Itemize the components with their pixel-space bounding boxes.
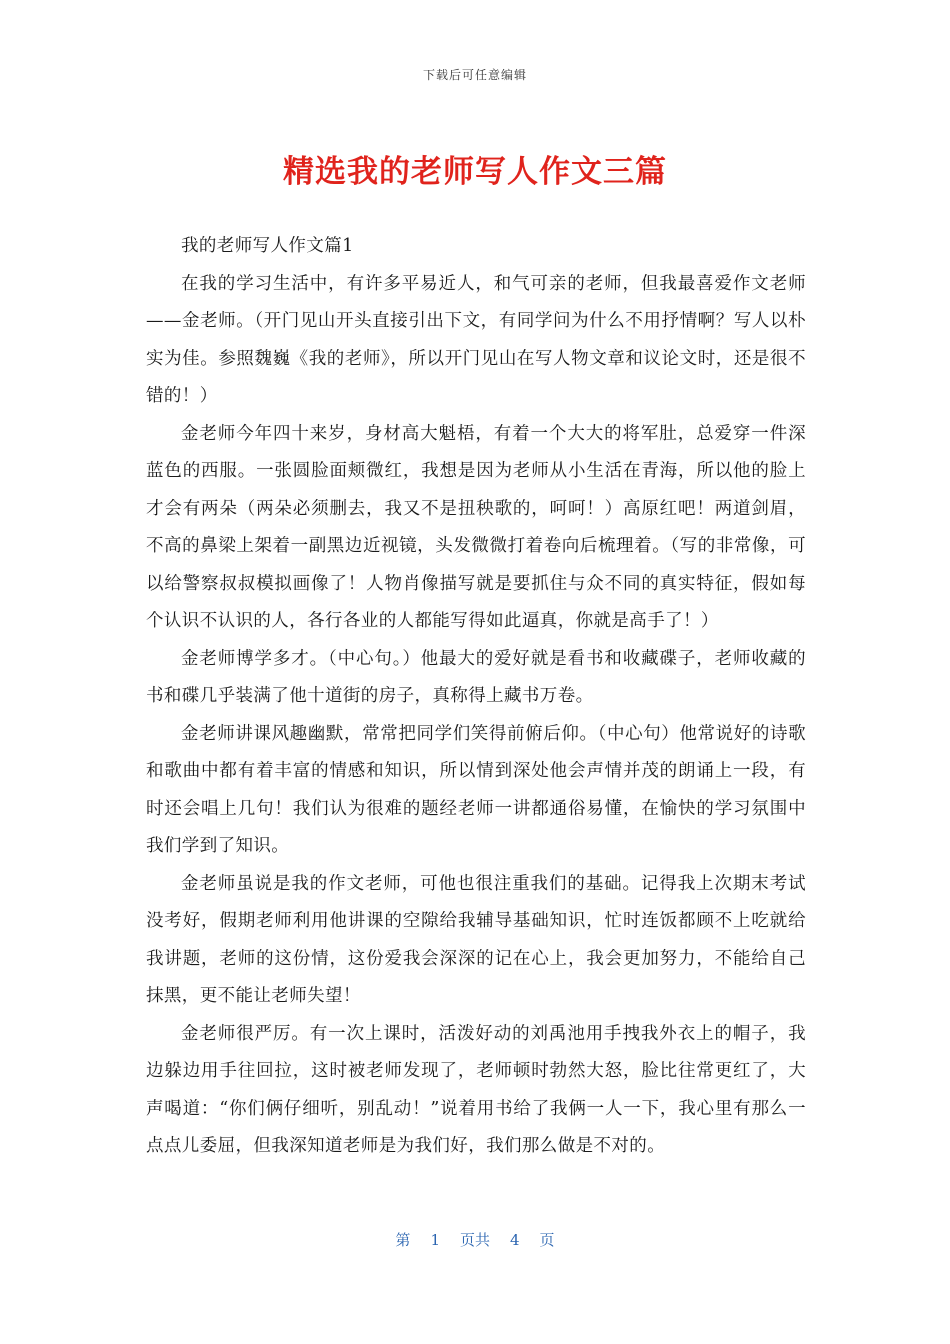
- paragraph: 金老师很严厉。有一次上课时，活泼好动的刘禹池用手拽我外衣上的帽子，我边躲边用手往回拉，这时被老师发现了，老师顿时勃然大怒，脸比往常更红了，大声喝道：“你们俩仔细听，别乱动！”说着用书给了我俩一人一下，我心里有那么一点点儿委屈，但我深知道老师是为我们好，我们那么做是不对的。: [146, 1023, 806, 1156]
- header-note: 下载后可任意编辑: [422, 68, 527, 82]
- document-body: [146, 228, 806, 1166]
- footer-prefix: 第: [395, 1231, 411, 1249]
- paragraph: 金老师讲课风趣幽默，常常把同学们笑得前俯后仰。（中心句）他常说好的诗歌和歌曲中都有着丰富的情感和知识，所以情到深处他会声情并茂的朗诵上一段，有时还会唱上几句！我们认为很难的题经老师一讲都通俗易懂，在愉快的学习氛围中我们学到了知识。: [146, 723, 806, 856]
- paragraph: 金老师虽说是我的作文老师，可他也很注重我们的基础。记得我上次期末考试没考好，假期老师利用他讲课的空隙给我辅导基础知识，忙时连饭都顾不上吃就给我讲题，老师的这份情，这份爱我会深深的记在心上，我会更加努力，不能给自己抹黑，更不能让老师失望！: [146, 873, 806, 1006]
- paragraph: 金老师今年四十来岁，身材高大魁梧，有着一个大大的将军肚，总爱穿一件深蓝色的西服。一张圆脸面颊微红，我想是因为老师从小生活在青海，所以他的脸上才会有两朵（两朵必须删去，我又不是扭秧歌的，呵呵！）高原红吧！两道剑眉，不高的鼻梁上架着一副黑边近视镜，头发微微打着卷向后梳理着。（写的非常像，可以给警察叔叔模拟画像了！人物肖像描写就是要抓住与众不同的真实特征，假如每个认识不认识的人，各行各业的人都能写得如此逼真，你就是高手了！）: [146, 423, 806, 631]
- page-title: 精选我的老师写人作文三篇: [283, 154, 667, 190]
- footer-page-number: 1: [430, 1231, 440, 1249]
- page-footer: [0, 1229, 950, 1250]
- paragraph: 在我的学习生活中，有许多平易近人，和气可亲的老师，但我最喜爱作文老师——金老师。（开门见山开头直接引出下文，有同学问为什么不用抒情啊？写人以朴实为佳。参照魏巍《我的老师》，所以开门见山在写人物文章和议论文时，还是很不错的！）: [146, 273, 806, 406]
- footer-suffix: 页: [539, 1231, 555, 1249]
- footer-middle: 页共: [459, 1231, 490, 1249]
- paragraph: 金老师博学多才。（中心句。）他最大的爱好就是看书和收藏碟子，老师收藏的书和碟几乎装满了他十道街的房子，真称得上藏书万卷。: [146, 648, 806, 706]
- section-heading: 我的老师写人作文篇1: [181, 236, 354, 256]
- footer-total-pages: 4: [510, 1231, 520, 1249]
